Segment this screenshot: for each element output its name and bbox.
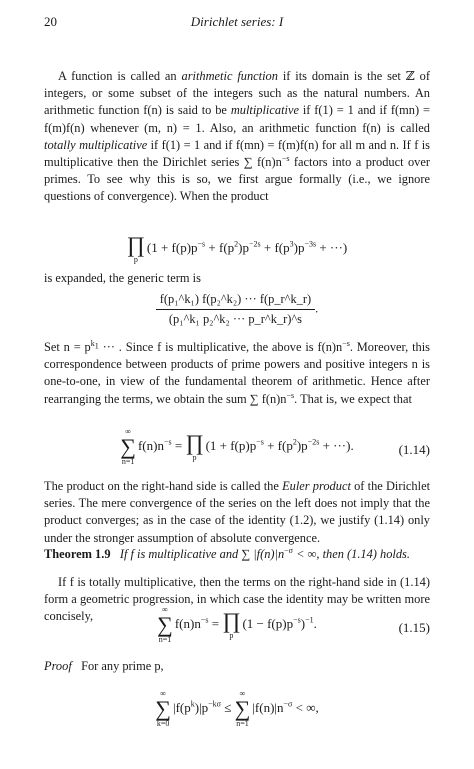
sum-operator: ∞ ∑ k=0 xyxy=(155,689,171,728)
running-title: Dirichlet series: I xyxy=(190,14,284,29)
paragraph-generic-term: is expanded, the generic term is xyxy=(44,271,201,285)
running-header xyxy=(44,14,430,34)
equation-1-15: ∞ ∑ n=1 $f(n)n^{-s}$ = ∏ p $(1 - f(p)p^{-s})^{-1}$. (1.15) xyxy=(157,605,430,644)
product-operator: ∏ p xyxy=(222,608,241,640)
theorem-1-9: Theorem 1.9 If f is multiplicative and ∑ $|f(n)|n^{-\sigma}$ < ∞, then (1.14) holds. xyxy=(44,545,410,561)
text-run: if f(1) = 1 and if f(mn) = f(m)f(n) whenever (m, n) = 1. Also, an arithmetic function f(n) is called xyxy=(44,103,431,135)
sum-operator: ∞ ∑ n=1 xyxy=(234,689,251,728)
paragraph-totally-multiplicative: If f is totally multiplicative, then the terms on the right-hand side in (1.14) form a geometric progression, in which case the identity may be written more concisely, xyxy=(44,575,430,624)
term-totally-multiplicative: totally multiplicative xyxy=(44,137,148,152)
term-multiplicative: multiplicative xyxy=(230,103,299,118)
equation-generic-term: $\frac{\text{f(p₁\textasciicircum{}k₁) f(p₂\textasciicircum{}k₂) ··· f(p\_r\textasciicircum{}k\_r)}}{\text{(p₁\textasciicircum{}k₁ p₂\textasciicircum{}k₂ ··· p\_r\textasciicircum{}k\_r)\textasciicircum{}s}}$ . xyxy=(44,292,430,327)
sum-operator: ∞ ∑ n=1 xyxy=(157,605,173,644)
text-run: factors into a product over primes. To see why this is so, we first argue formally (i.e., we ignore questions of convergence). When the product xyxy=(44,155,431,204)
fraction-denominator: (p₁^k₁ p₂^k₂ ··· p_r^k_r)^s xyxy=(168,312,302,326)
theorem-label: Theorem 1.9 xyxy=(44,547,111,561)
equation-euler-product-expansion: ∏ p ($1 + f(p)p^{-s} + f(p^2)p^{-2s} + f(p^3)p^{-3s}$ + ···) xyxy=(126,232,348,264)
proof-label: Proof xyxy=(44,659,72,673)
paragraph-euler-product: The product on the right-hand side is called the Euler product of the Dirichlet series. The mere convergence of the series on the left does not imply that the product converges; as in the case of the identity (1.2), we justify (1.14) only under the stronger assumption of absolute convergence. xyxy=(44,479,431,545)
term-arithmetic-function: arithmetic function xyxy=(181,69,278,83)
sum-operator: ∞ ∑ n=1 xyxy=(120,427,136,466)
product-operator: ∏ p xyxy=(126,232,145,264)
equation-number: (1.14) xyxy=(398,442,430,457)
proof-start: Proof For any prime p, xyxy=(44,659,164,673)
page-number: 20 xyxy=(44,14,57,29)
exponent: −s xyxy=(281,153,290,163)
text-run: if f(1) = 1 and if f(mn) = f(m)f(n) for all m and n. If f is multiplicative then the Dirichlet series ∑ f(n)n xyxy=(44,137,431,170)
fraction-numerator: f(p₁^k₁) f(p₂^k₂) ··· f(p_r^k_r) xyxy=(156,292,315,310)
product-operator: ∏ p xyxy=(185,430,204,462)
fraction xyxy=(156,292,315,327)
equation-proof-bound: ∞ ∑ k=0 $|f(p^k)|p^{-k\sigma}$ ≤ ∞ ∑ n=1 $|f(n)|n^{-\sigma}$ < ∞, xyxy=(155,689,319,728)
text-run: if its domain is the set ℤ of integers, or some subset of the integers such as the natural numbers. An arithmetic function f(n) is said to be xyxy=(44,69,430,118)
paragraph-correspondence: Set $n = p^{k_1}$ ··· . Since f is multiplicative, the above is $f(n)n^{-s}$. Moreover, this correspondence between products of prime powers and positive integers n is one-to-one, in view of the fundamental theorem of arithmetic. Hence after rearranging the terms, we obtain the sum ∑ $f(n)n^{-s}$. That is, we expect that xyxy=(44,338,430,406)
term-euler-product: Euler product xyxy=(282,479,351,493)
paragraph-arithmetic-function xyxy=(44,68,430,206)
equation-1-14: ∞ ∑ n=1 $f(n)n^{-s}$ = ∏ p ($1 + f(p)p^{-s} + f(p^2)p^{-2s}$ + ···). (1.14) xyxy=(120,427,430,466)
equation-number: (1.15) xyxy=(398,620,430,635)
text-run: A function is called an xyxy=(58,69,182,83)
